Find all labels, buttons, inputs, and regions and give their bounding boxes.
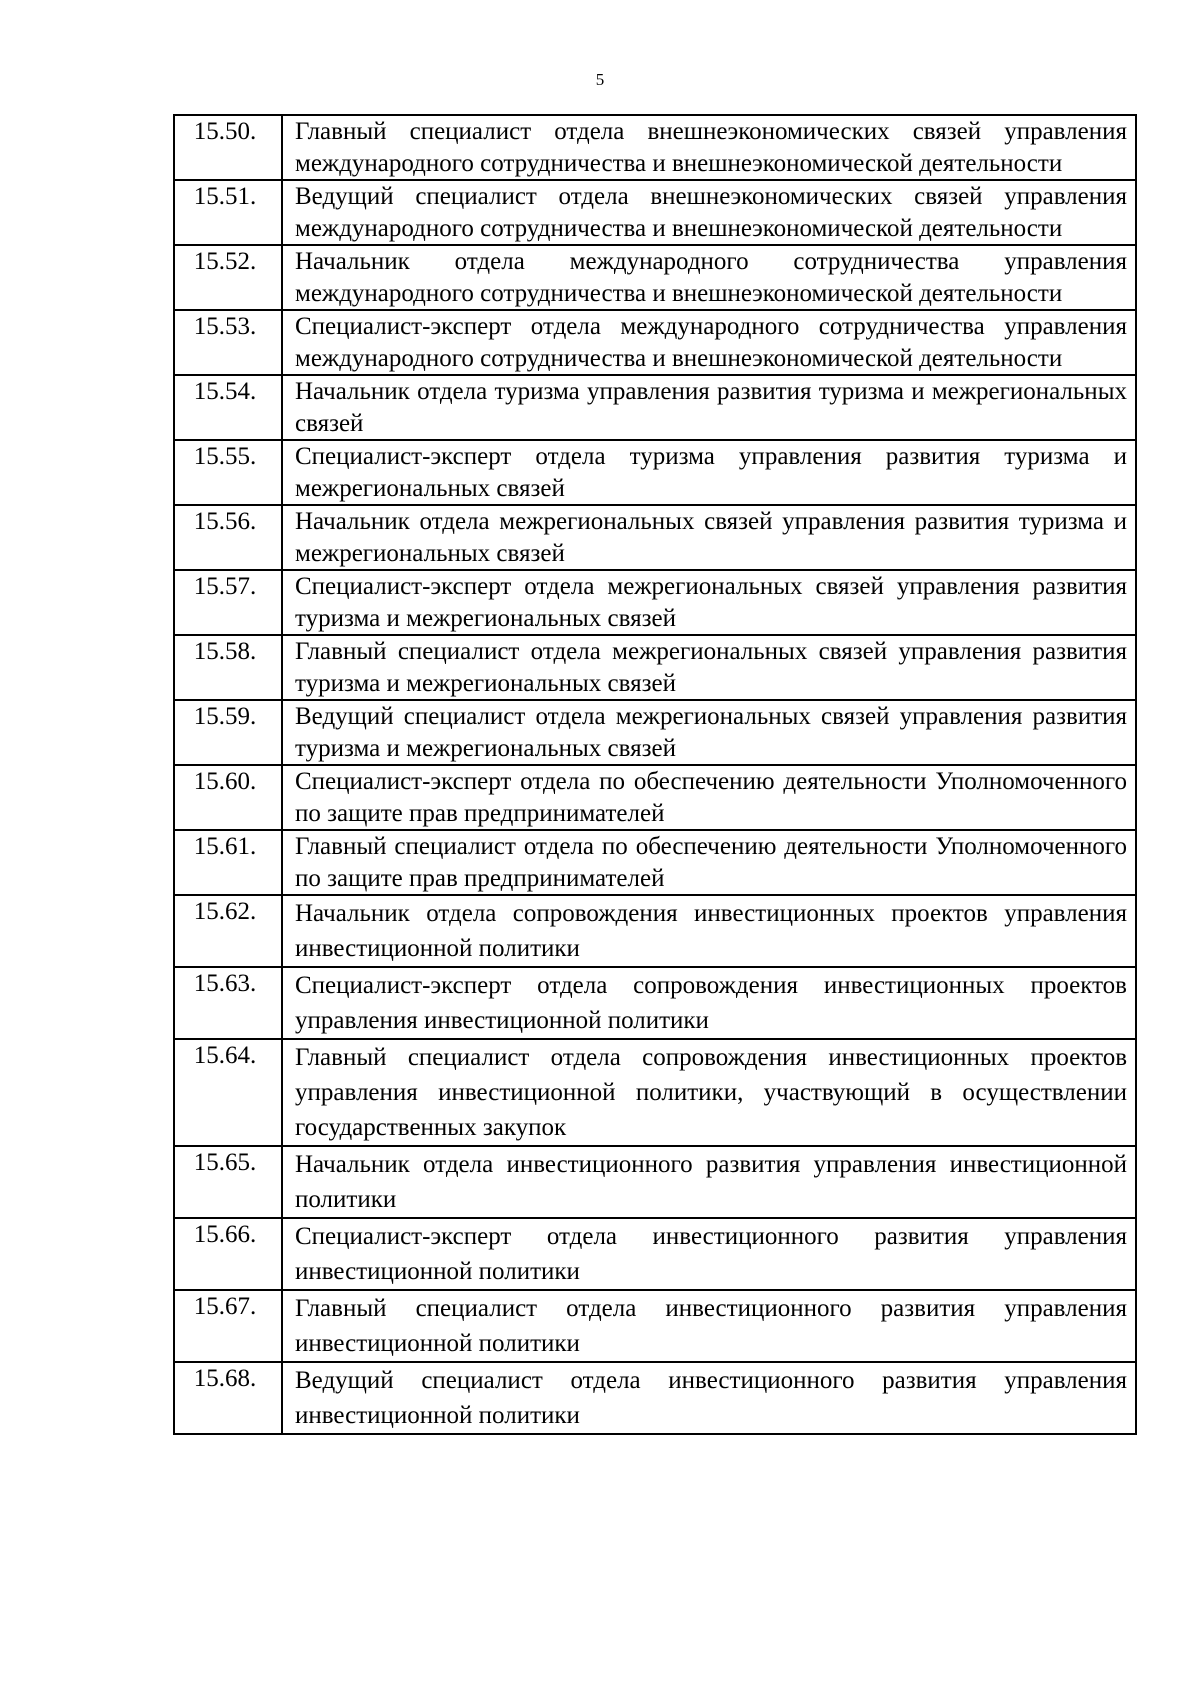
table-row (174, 830, 1136, 895)
position-title: Главный специалист отдела межрегиональных связей управления развития туризма и межрегиональных связей (282, 635, 1136, 700)
row-number: 15.60. (174, 765, 282, 830)
position-title: Начальник отдела туризма управления развития туризма и межрегиональных связей (282, 375, 1136, 440)
position-title: Начальник отдела инвестиционного развития управления инвестиционной политики (282, 1146, 1136, 1218)
table-row (174, 895, 1136, 967)
row-number: 15.63. (174, 967, 282, 1039)
table-row (174, 245, 1136, 310)
row-number: 15.64. (174, 1039, 282, 1146)
row-number: 15.59. (174, 700, 282, 765)
position-title: Специалист-эксперт отдела международного сотрудничества управления международного сотрудничества и внешнеэкономической деятельности (282, 310, 1136, 375)
positions-table (173, 114, 1137, 1435)
position-title: Ведущий специалист отдела межрегиональных связей управления развития туризма и межрегиональных связей (282, 700, 1136, 765)
table-row (174, 375, 1136, 440)
row-number: 15.55. (174, 440, 282, 505)
table-row (174, 570, 1136, 635)
position-title: Начальник отдела международного сотрудничества управления международного сотрудничества и внешнеэкономической деятельности (282, 245, 1136, 310)
position-title: Специалист-эксперт отдела инвестиционного развития управления инвестиционной политики (282, 1218, 1136, 1290)
row-number: 15.57. (174, 570, 282, 635)
table-row (174, 700, 1136, 765)
table-row (174, 1290, 1136, 1362)
row-number: 15.68. (174, 1362, 282, 1434)
position-title: Главный специалист отдела по обеспечению деятельности Уполномоченного по защите прав предпринимателей (282, 830, 1136, 895)
position-title: Главный специалист отдела сопровождения инвестиционных проектов управления инвестиционной политики, участвующий в осуществлении государственных закупок (282, 1039, 1136, 1146)
row-number: 15.58. (174, 635, 282, 700)
row-number: 15.50. (174, 115, 282, 180)
position-title: Специалист-эксперт отдела сопровождения инвестиционных проектов управления инвестиционной политики (282, 967, 1136, 1039)
position-title: Специалист-эксперт отдела туризма управления развития туризма и межрегиональных связей (282, 440, 1136, 505)
table-row (174, 505, 1136, 570)
row-number: 15.52. (174, 245, 282, 310)
row-number: 15.56. (174, 505, 282, 570)
table-row (174, 1362, 1136, 1434)
table-row (174, 1146, 1136, 1218)
table-row (174, 635, 1136, 700)
row-number: 15.54. (174, 375, 282, 440)
row-number: 15.61. (174, 830, 282, 895)
row-number: 15.65. (174, 1146, 282, 1218)
page-number: 5 (595, 70, 605, 89)
table-row (174, 1039, 1136, 1146)
table-row (174, 967, 1136, 1039)
position-title: Специалист-эксперт отдела межрегиональных связей управления развития туризма и межрегиональных связей (282, 570, 1136, 635)
position-title: Ведущий специалист отдела внешнеэкономических связей управления международного сотрудничества и внешнеэкономической деятельности (282, 180, 1136, 245)
row-number: 15.62. (174, 895, 282, 967)
position-title: Специалист-эксперт отдела по обеспечению деятельности Уполномоченного по защите прав предпринимателей (282, 765, 1136, 830)
table-row (174, 765, 1136, 830)
table-row (174, 115, 1136, 180)
row-number: 15.53. (174, 310, 282, 375)
position-title: Главный специалист отдела инвестиционного развития управления инвестиционной политики (282, 1290, 1136, 1362)
row-number: 15.67. (174, 1290, 282, 1362)
table-row (174, 1218, 1136, 1290)
row-number: 15.51. (174, 180, 282, 245)
positions-table-body (174, 115, 1136, 1434)
position-title: Ведущий специалист отдела инвестиционного развития управления инвестиционной политики (282, 1362, 1136, 1434)
table-row (174, 310, 1136, 375)
position-title: Начальник отдела межрегиональных связей управления развития туризма и межрегиональных связей (282, 505, 1136, 570)
position-title: Главный специалист отдела внешнеэкономических связей управления международного сотрудничества и внешнеэкономической деятельности (282, 115, 1136, 180)
row-number: 15.66. (174, 1218, 282, 1290)
table-row (174, 440, 1136, 505)
table-row (174, 180, 1136, 245)
position-title: Начальник отдела сопровождения инвестиционных проектов управления инвестиционной политики (282, 895, 1136, 967)
